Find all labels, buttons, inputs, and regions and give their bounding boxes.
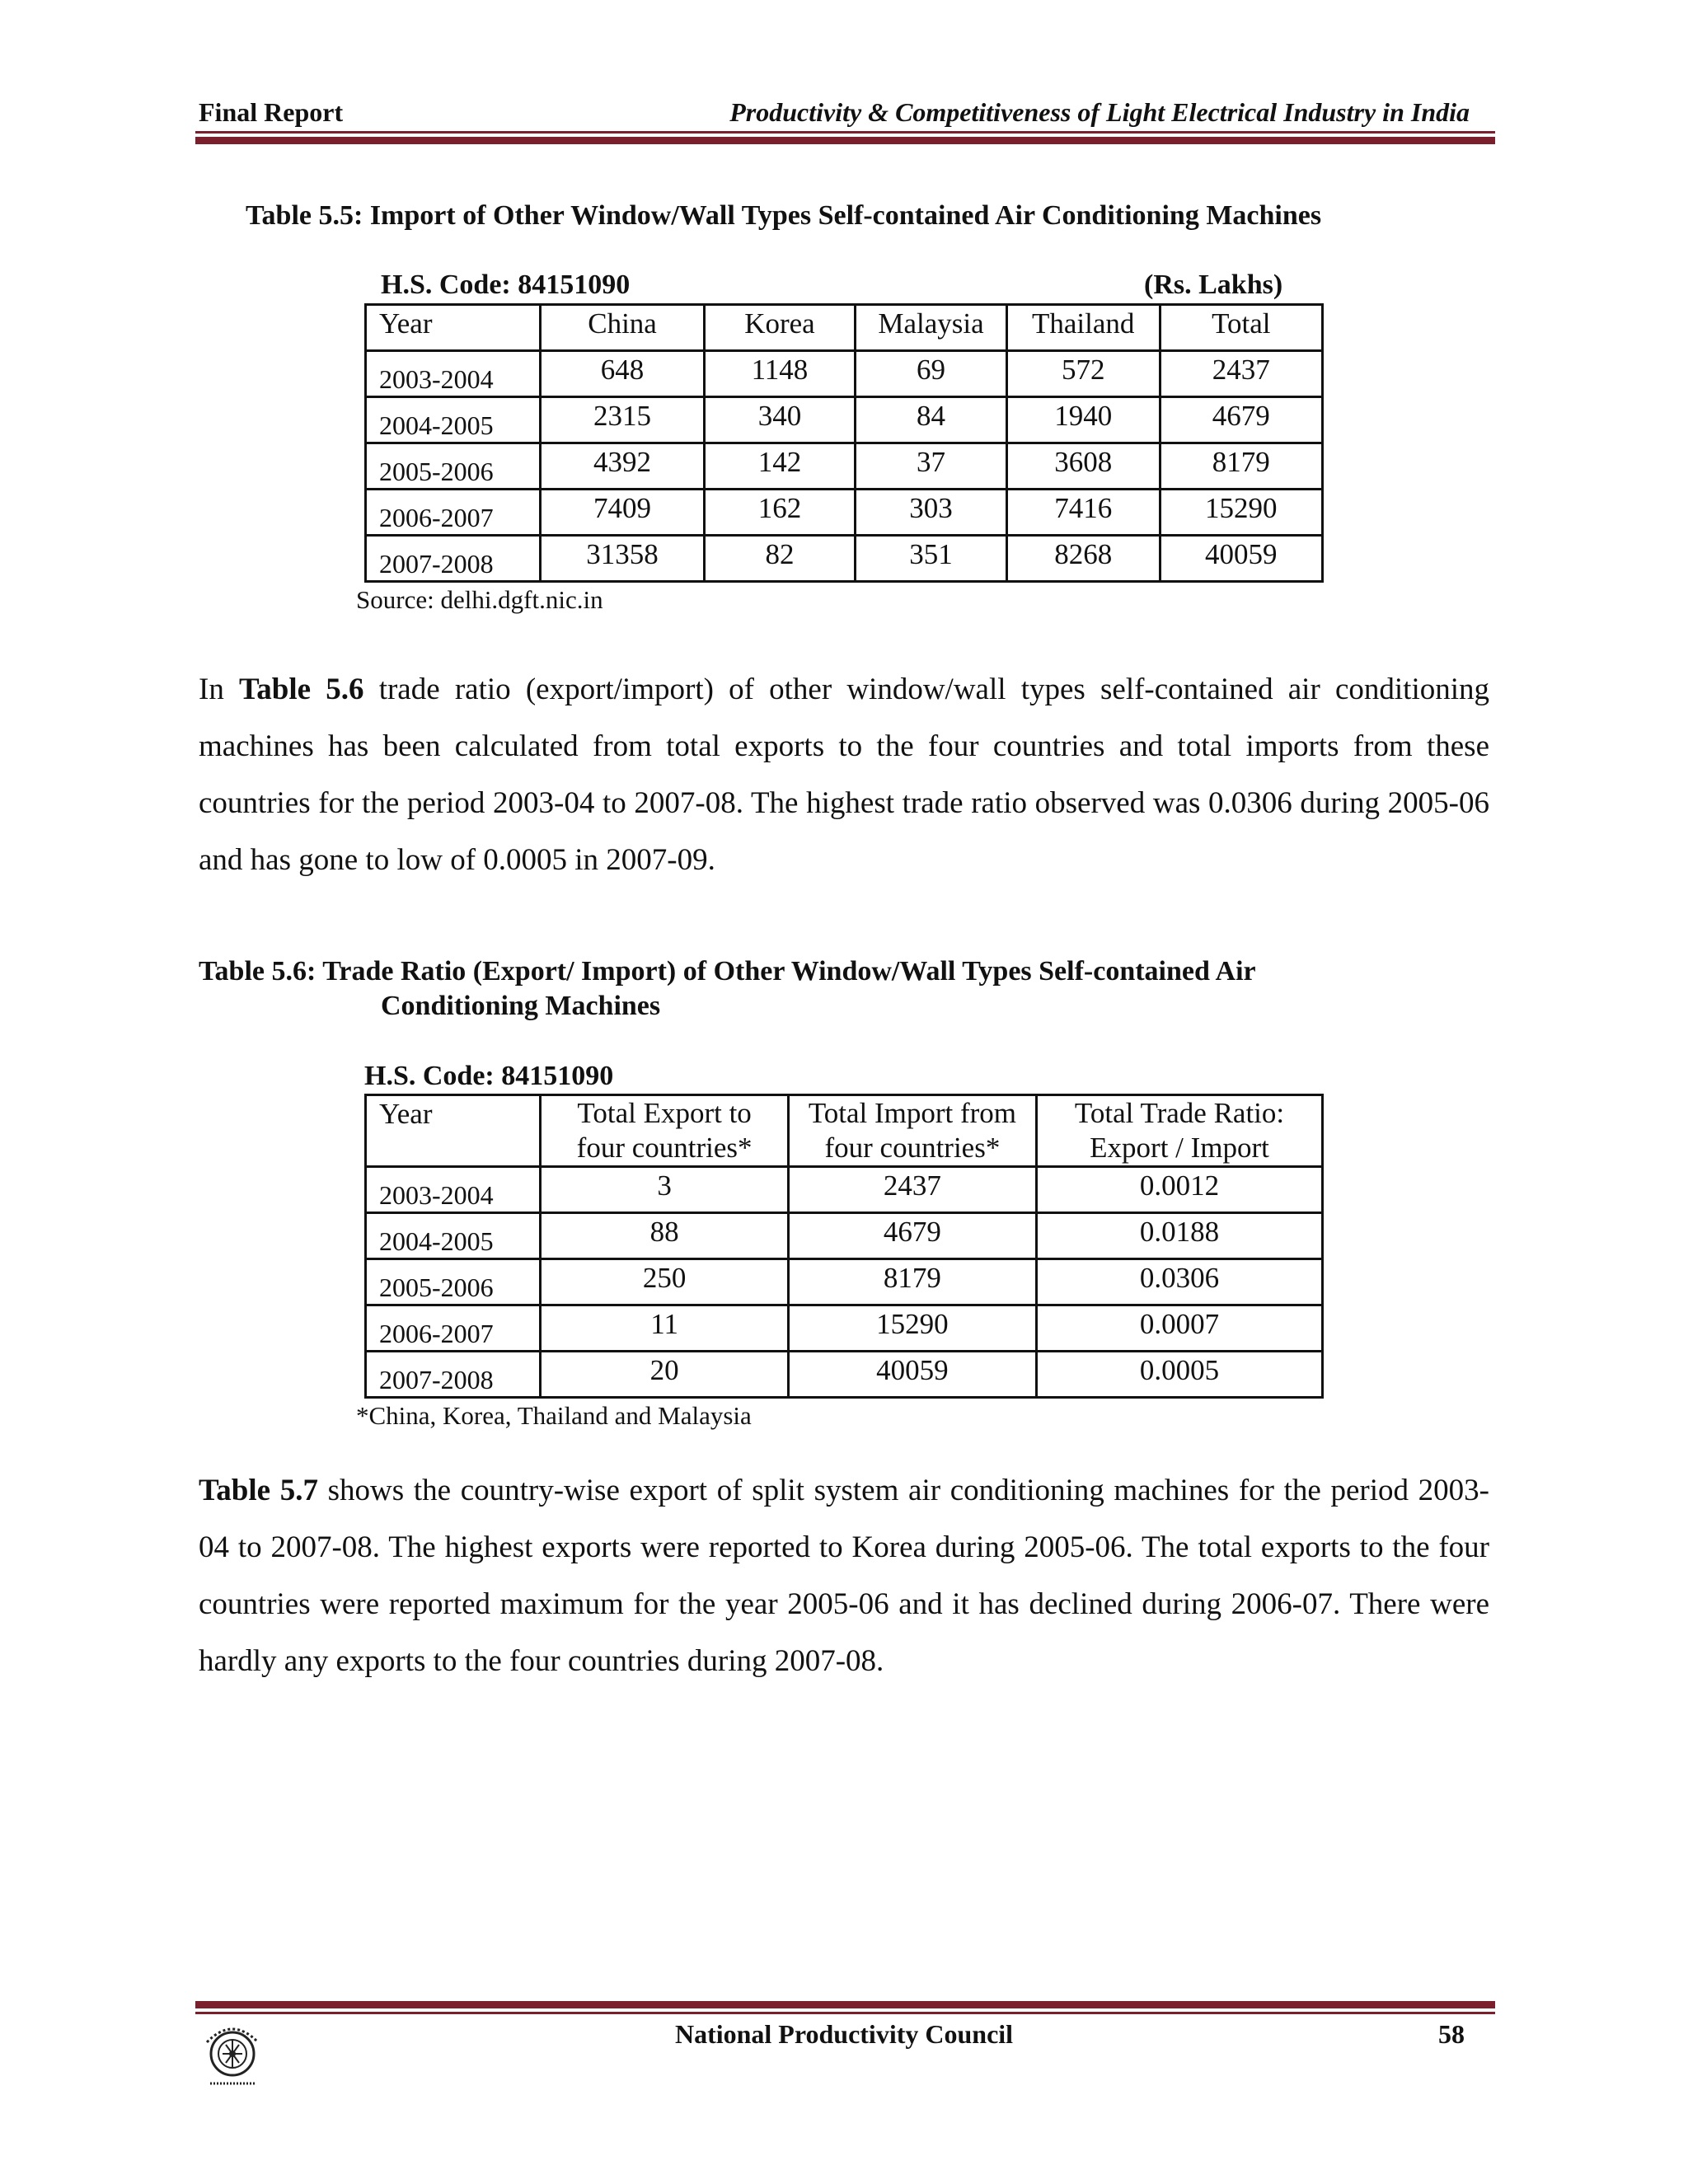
column-header: Total Trade Ratio: Export / Import — [1037, 1095, 1323, 1167]
table-row — [366, 397, 1323, 443]
table-cell: 4679 — [1160, 397, 1322, 443]
table-cell: 162 — [704, 490, 855, 536]
table-cell: 340 — [704, 397, 855, 443]
table-cell: 648 — [541, 351, 704, 397]
table-cell: 1940 — [1006, 397, 1160, 443]
table-cell: 2005-2006 — [366, 1259, 541, 1305]
table-cell: 11 — [541, 1305, 788, 1352]
table-reference: Table 5.6 — [239, 673, 364, 706]
table-cell: 2005-2006 — [366, 443, 541, 490]
table-cell: 2004-2005 — [366, 397, 541, 443]
table-5-6 — [364, 1094, 1324, 1399]
table-cell: 37 — [856, 443, 1007, 490]
table-cell: 84 — [856, 397, 1007, 443]
paragraph-table-5-6-intro — [199, 661, 1489, 888]
running-header-right: Productivity & Competitiveness of Light Electrical Industry in India — [729, 97, 1470, 127]
table-cell: 0.0306 — [1037, 1259, 1323, 1305]
table-5-5-unit: (Rs. Lakhs) — [1144, 269, 1283, 300]
table-cell: 0.0012 — [1037, 1167, 1323, 1213]
table-cell: 351 — [856, 536, 1007, 582]
table-cell: 572 — [1006, 351, 1160, 397]
table-cell: 0.0188 — [1037, 1213, 1323, 1259]
table-cell: 2006-2007 — [366, 490, 541, 536]
page-number: 58 — [1438, 2019, 1465, 2049]
table-cell: 4392 — [541, 443, 704, 490]
table-5-5 — [364, 303, 1324, 583]
table-row — [366, 443, 1323, 490]
table-5-5-source: Source: delhi.dgft.nic.in — [356, 585, 603, 614]
column-header: Total Import from four countries* — [788, 1095, 1036, 1167]
header-rule-thick — [195, 137, 1495, 144]
paragraph-text: trade ratio (export/import) of other window/wall types self-contained air conditioning machines has been calculated from total exports to the four countries and total imports from these countries for the period 2003-04 to 2007-08. The highest trade ratio observed was 0.0306 during 2005-06 and has gone to low of 0.0005 in 2007-09. — [199, 673, 1490, 877]
table-cell: 1148 — [704, 351, 855, 397]
table-cell: 4679 — [788, 1213, 1036, 1259]
table-cell: 2004-2005 — [366, 1213, 541, 1259]
table-cell: 20 — [541, 1352, 788, 1398]
table-row — [366, 351, 1323, 397]
header-rule-thin — [195, 131, 1495, 134]
table-5-6-footnote: *China, Korea, Thailand and Malaysia — [356, 1401, 752, 1430]
footer-rule-thick — [195, 2001, 1495, 2008]
table-cell: 2003-2004 — [366, 1167, 541, 1213]
table-cell: 82 — [704, 536, 855, 582]
table-row — [366, 1259, 1323, 1305]
running-header-left: Final Report — [199, 97, 344, 127]
column-header: Total Export to four countries* — [541, 1095, 788, 1167]
table-cell: 2315 — [541, 397, 704, 443]
table-header-row — [366, 305, 1323, 351]
column-header: Korea — [704, 305, 855, 351]
footer-rule-thin — [195, 2012, 1495, 2014]
column-header: Thailand — [1006, 305, 1160, 351]
table-cell: 0.0007 — [1037, 1305, 1323, 1352]
table-cell: 8179 — [788, 1259, 1036, 1305]
table-cell: 7416 — [1006, 490, 1160, 536]
table-cell: 40059 — [788, 1352, 1036, 1398]
table-cell: 0.0005 — [1037, 1352, 1323, 1398]
table-5-5-caption: Table 5.5: Import of Other Window/Wall Types Self-contained Air Conditioning Machines — [246, 200, 1322, 231]
paragraph-prefix: In — [199, 673, 240, 706]
table-cell: 15290 — [788, 1305, 1036, 1352]
table-cell: 2437 — [1160, 351, 1322, 397]
table-header-row — [366, 1095, 1323, 1167]
table-cell: 2003-2004 — [366, 351, 541, 397]
paragraph-text: shows the country-wise export of split system air conditioning machines for the period 2003-04 to 2007-08. The highest exports were reported to Korea during 2005-06. The total exports to the four countries were reported maximum for the year 2005-06 and it has declined during 2006-07. There were hardly any exports to the four countries during 2007-08. — [199, 1474, 1490, 1678]
table-cell: 7409 — [541, 490, 704, 536]
table-reference: Table 5.7 — [199, 1474, 318, 1507]
table-row — [366, 490, 1323, 536]
table-cell: 2437 — [788, 1167, 1036, 1213]
table-row — [366, 1305, 1323, 1352]
column-header: Year — [366, 1095, 541, 1167]
table-cell: 31358 — [541, 536, 704, 582]
paragraph-table-5-7-intro — [199, 1462, 1489, 1690]
column-header: Total — [1160, 305, 1322, 351]
table-row — [366, 1213, 1323, 1259]
table-cell: 8268 — [1006, 536, 1160, 582]
table-cell: 3 — [541, 1167, 788, 1213]
table-cell: 15290 — [1160, 490, 1322, 536]
table-cell: 88 — [541, 1213, 788, 1259]
table-cell: 3608 — [1006, 443, 1160, 490]
table-cell: 69 — [856, 351, 1007, 397]
table-5-5-hs-code: H.S. Code: 84151090 — [381, 269, 631, 300]
table-cell: 2006-2007 — [366, 1305, 541, 1352]
table-cell: 8179 — [1160, 443, 1322, 490]
column-header: China — [541, 305, 704, 351]
table-cell: 2007-2008 — [366, 1352, 541, 1398]
footer-organisation: National Productivity Council — [674, 2019, 1014, 2049]
table-row — [366, 536, 1323, 582]
column-header: Year — [366, 305, 541, 351]
table-cell: 2007-2008 — [366, 536, 541, 582]
table-cell: 40059 — [1160, 536, 1322, 582]
column-header: Malaysia — [856, 305, 1007, 351]
table-row — [366, 1352, 1323, 1398]
table-cell: 303 — [856, 490, 1007, 536]
table-row — [366, 1167, 1323, 1213]
table-5-6-hs-code: H.S. Code: 84151090 — [364, 1061, 614, 1091]
table-cell: 250 — [541, 1259, 788, 1305]
table-5-6-caption-line1: Table 5.6: Trade Ratio (Export/ Import) of Other Window/Wall Types Self-contained Air — [199, 956, 1256, 987]
table-5-6-caption-line2: Conditioning Machines — [381, 991, 661, 1021]
table-cell: 142 — [704, 443, 855, 490]
